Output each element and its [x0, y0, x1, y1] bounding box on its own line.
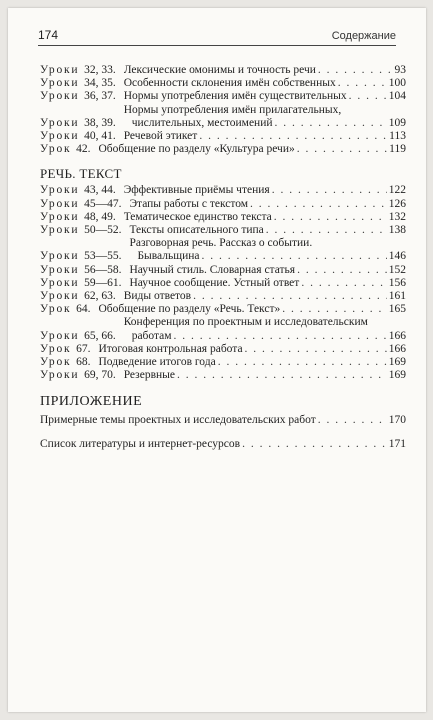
lesson-number: 65, 66.: [84, 329, 116, 342]
leader-dots: [301, 277, 386, 290]
lesson-number: 64.: [76, 303, 91, 316]
toc-entry: [40, 64, 406, 77]
lesson-label: [40, 130, 116, 143]
entry-page-number: 161: [388, 290, 406, 303]
lesson-number: 38, 39.: [84, 116, 116, 129]
entry-title-line: [124, 77, 406, 90]
entry-gap: [40, 427, 406, 435]
toc-entry: [40, 90, 406, 103]
lesson-word: Уроки: [40, 77, 80, 90]
entry-title: [124, 90, 406, 103]
toc-entry: [40, 316, 406, 342]
entry-page-number: 104: [388, 90, 406, 103]
entry-title-line: [124, 117, 406, 130]
entry-title-text: Резервные: [123, 369, 175, 382]
entry-title-line: [129, 264, 406, 277]
toc-entry: [40, 290, 406, 303]
entry-title-line: [124, 316, 406, 329]
appendix-title: Примерные темы проектных и исследовательских работ: [40, 414, 316, 427]
entry-title: [129, 277, 406, 290]
entry-title-line: [124, 369, 406, 382]
entry-title-line: [124, 184, 406, 197]
entry-page-number: 132: [388, 210, 406, 223]
entry-title-line: [124, 330, 406, 343]
page-number: 174: [38, 28, 59, 42]
entry-title: [98, 356, 406, 369]
lesson-label: [40, 250, 121, 263]
lesson-number: 40, 41.: [84, 130, 116, 143]
entry-title-text: числительных, местоимений: [131, 116, 273, 129]
entry-page-number: 126: [388, 197, 406, 210]
entry-title-text: Нормы употребления имён прилагательных,: [123, 103, 342, 116]
entry-title-line: [124, 290, 406, 303]
entry-title-text: Особенности склонения имён собственных: [123, 77, 336, 90]
entry-title-text: Конференция по проектным и исследовательским: [123, 316, 368, 329]
entry-page-number: 122: [388, 184, 406, 197]
entry-title-text: Тематическое единство текста: [123, 210, 272, 223]
entry-title: [124, 184, 406, 197]
entry-title-text: Итоговая контрольная работа: [98, 342, 243, 355]
toc-entry: [40, 356, 406, 369]
table-of-contents: [40, 64, 406, 451]
culture-entries: [40, 64, 406, 156]
leader-dots: [274, 211, 387, 224]
lesson-number: 43, 44.: [84, 184, 116, 197]
entry-title-text: Обобщение по разделу «Речь. Текст»: [98, 303, 281, 316]
lesson-word: Уроки: [40, 116, 80, 129]
entry-title-line: [129, 237, 406, 250]
leader-dots: [199, 130, 387, 143]
entry-page-number: 109: [388, 116, 406, 129]
leader-dots: [193, 290, 387, 303]
lesson-word: Уроки: [40, 224, 80, 237]
section-heading-appendix: ПРИЛОЖЕНИЕ: [40, 394, 143, 410]
lesson-word: Уроки: [40, 90, 80, 103]
entry-title-text: Тексты описательного типа: [129, 224, 264, 237]
entry-title-line: [98, 356, 406, 369]
entry-title: [124, 104, 406, 130]
lesson-number: 45—47.: [84, 197, 122, 210]
book-page: [8, 8, 426, 712]
appendix-title: Список литературы и интернет-ресурсов: [40, 438, 241, 451]
entry-title-line: [129, 250, 406, 263]
entry-title-text: Научный стиль. Словарная статья: [129, 263, 296, 276]
appendix-entry: [40, 437, 406, 451]
lesson-number: 36, 37.: [84, 90, 116, 103]
lesson-word: Урок: [40, 342, 72, 355]
entry-title-text: Виды ответов: [123, 290, 192, 303]
speech-entries: [40, 184, 406, 382]
leader-dots: [177, 369, 387, 382]
lesson-label: [40, 264, 121, 277]
lesson-label: [40, 90, 116, 103]
lesson-label: [40, 211, 116, 224]
appendix-page-number: 170: [388, 414, 406, 427]
lesson-label: [40, 64, 116, 77]
entry-title: [129, 224, 406, 237]
entry-page-number: 146: [388, 250, 406, 263]
leader-dots: [266, 224, 387, 237]
leader-dots: [250, 198, 387, 211]
toc-entry: [40, 369, 406, 382]
entry-title-text: Бывальщина: [137, 250, 200, 263]
lesson-word: Уроки: [40, 369, 80, 382]
entry-page-number: 152: [388, 263, 406, 276]
lesson-word: Урок: [40, 303, 72, 316]
toc-entry: [40, 77, 406, 90]
leader-dots: [242, 437, 387, 451]
entry-title: [98, 303, 406, 316]
lesson-number: 68.: [76, 356, 91, 369]
lesson-label: [40, 290, 116, 303]
entry-title: [129, 264, 406, 277]
lesson-word: Уроки: [40, 250, 80, 263]
lesson-number: 59—61.: [84, 276, 122, 289]
lesson-number: 53—55.: [84, 250, 122, 263]
lesson-word: Уроки: [40, 276, 80, 289]
lesson-label: [40, 343, 90, 356]
lesson-label: [40, 369, 116, 382]
leader-dots: [245, 343, 387, 356]
entry-title: [124, 130, 406, 143]
running-title: Содержание: [331, 30, 396, 42]
lesson-word: Уроки: [40, 64, 80, 76]
leader-dots: [174, 330, 387, 343]
appendix-page-number: 171: [388, 438, 406, 451]
lesson-label: [40, 198, 121, 211]
lesson-number: 62, 63.: [84, 290, 116, 303]
entry-page-number: 166: [388, 342, 406, 355]
entry-page-number: 113: [389, 130, 406, 143]
entry-page-number: 156: [388, 276, 406, 289]
entry-title: [124, 211, 406, 224]
lesson-number: 32, 33.: [84, 64, 116, 76]
lesson-number: 34, 35.: [84, 77, 116, 90]
lesson-label: [40, 277, 121, 290]
lesson-word: Уроки: [40, 290, 80, 303]
entry-title-text: Научное сообщение. Устный ответ: [129, 276, 300, 289]
lesson-word: Уроки: [40, 263, 80, 276]
leader-dots: [282, 303, 387, 316]
entry-title-text: Этапы работы с текстом: [129, 197, 249, 210]
entry-title: [129, 198, 406, 211]
page-header: [38, 28, 396, 46]
toc-entry: [40, 343, 406, 356]
entry-title-text: Речевой этикет: [123, 130, 198, 143]
leader-dots: [297, 143, 387, 156]
toc-entry: [40, 224, 406, 237]
toc-entry: [40, 130, 406, 143]
toc-entry: [40, 184, 406, 197]
entry-title-line: [124, 64, 406, 77]
entry-title-text: работам: [131, 329, 172, 342]
entry-title-line: [98, 303, 406, 316]
toc-entry: [40, 143, 406, 156]
entry-title-line: [124, 130, 406, 143]
entry-title: [124, 316, 406, 342]
lesson-word: Уроки: [40, 210, 80, 223]
lesson-label: [40, 117, 116, 130]
toc-entry: [40, 264, 406, 277]
lesson-label: [40, 303, 90, 316]
toc-entry: [40, 211, 406, 224]
lesson-number: 56—58.: [84, 263, 122, 276]
toc-entry: [40, 104, 406, 130]
lesson-word: Урок: [40, 143, 72, 156]
entry-title-line: [98, 343, 406, 356]
lesson-word: Уроки: [40, 197, 80, 210]
entry-title-text: Нормы употребления имён существительных: [123, 90, 347, 103]
entry-title: [124, 369, 406, 382]
entry-title-text: Разговорная речь. Рассказ о событии.: [129, 237, 313, 250]
entry-title: [98, 143, 406, 156]
entry-page-number: 165: [388, 303, 406, 316]
leader-dots: [275, 117, 387, 130]
lesson-label: [40, 224, 121, 237]
entry-title: [124, 77, 406, 90]
lesson-label: [40, 184, 116, 197]
entry-page-number: 119: [389, 143, 406, 156]
lesson-label: [40, 143, 90, 156]
entry-page-number: 138: [388, 224, 406, 237]
lesson-label: [40, 77, 116, 90]
appendix-entry: [40, 413, 406, 427]
entry-title-line: [124, 211, 406, 224]
lesson-label: [40, 356, 90, 369]
toc-entry: [40, 237, 406, 263]
lesson-number: 48, 49.: [84, 210, 116, 223]
entry-title-line: [129, 198, 406, 211]
entry-title: [98, 343, 406, 356]
entry-title-text: Лексические омонимы и точность речи: [123, 64, 316, 76]
entry-title-line: [129, 277, 406, 290]
toc-entry: [40, 198, 406, 211]
lesson-word: Уроки: [40, 130, 80, 143]
lesson-label: [40, 330, 116, 343]
entry-title-line: [124, 90, 406, 103]
entry-title: [129, 237, 406, 263]
lesson-word: Урок: [40, 356, 72, 369]
entry-page-number: 169: [388, 369, 406, 382]
leader-dots: [338, 77, 387, 90]
entry-title: [124, 290, 406, 303]
toc-entry: [40, 303, 406, 316]
entry-title-text: Обобщение по разделу «Культура речи»: [98, 143, 295, 156]
entry-title-text: Подведение итогов года: [98, 356, 216, 369]
lesson-word: Уроки: [40, 184, 80, 197]
entry-page-number: 169: [388, 356, 406, 369]
lesson-number: 69, 70.: [84, 369, 116, 382]
entry-title-line: [98, 143, 406, 156]
toc-entry: [40, 277, 406, 290]
entry-page-number: 93: [394, 64, 406, 76]
leader-dots: [297, 264, 387, 277]
leader-dots: [318, 64, 393, 77]
entry-title-line: [124, 104, 406, 117]
leader-dots: [218, 356, 387, 369]
entry-page-number: 100: [388, 77, 406, 90]
leader-dots: [349, 90, 387, 103]
appendix-entries: [40, 413, 406, 451]
lesson-number: 50—52.: [84, 224, 122, 237]
section-heading-speech: РЕЧЬ. ТЕКСТ: [40, 166, 122, 182]
leader-dots: [272, 184, 387, 197]
lesson-number: 42.: [76, 143, 91, 156]
leader-dots: [318, 413, 387, 427]
leader-dots: [202, 250, 387, 263]
entry-title: [124, 64, 406, 77]
entry-page-number: 166: [388, 329, 406, 342]
lesson-word: Уроки: [40, 329, 80, 342]
entry-title-text: Эффективные приёмы чтения: [123, 184, 270, 197]
entry-title-line: [129, 224, 406, 237]
lesson-number: 67.: [76, 342, 91, 355]
